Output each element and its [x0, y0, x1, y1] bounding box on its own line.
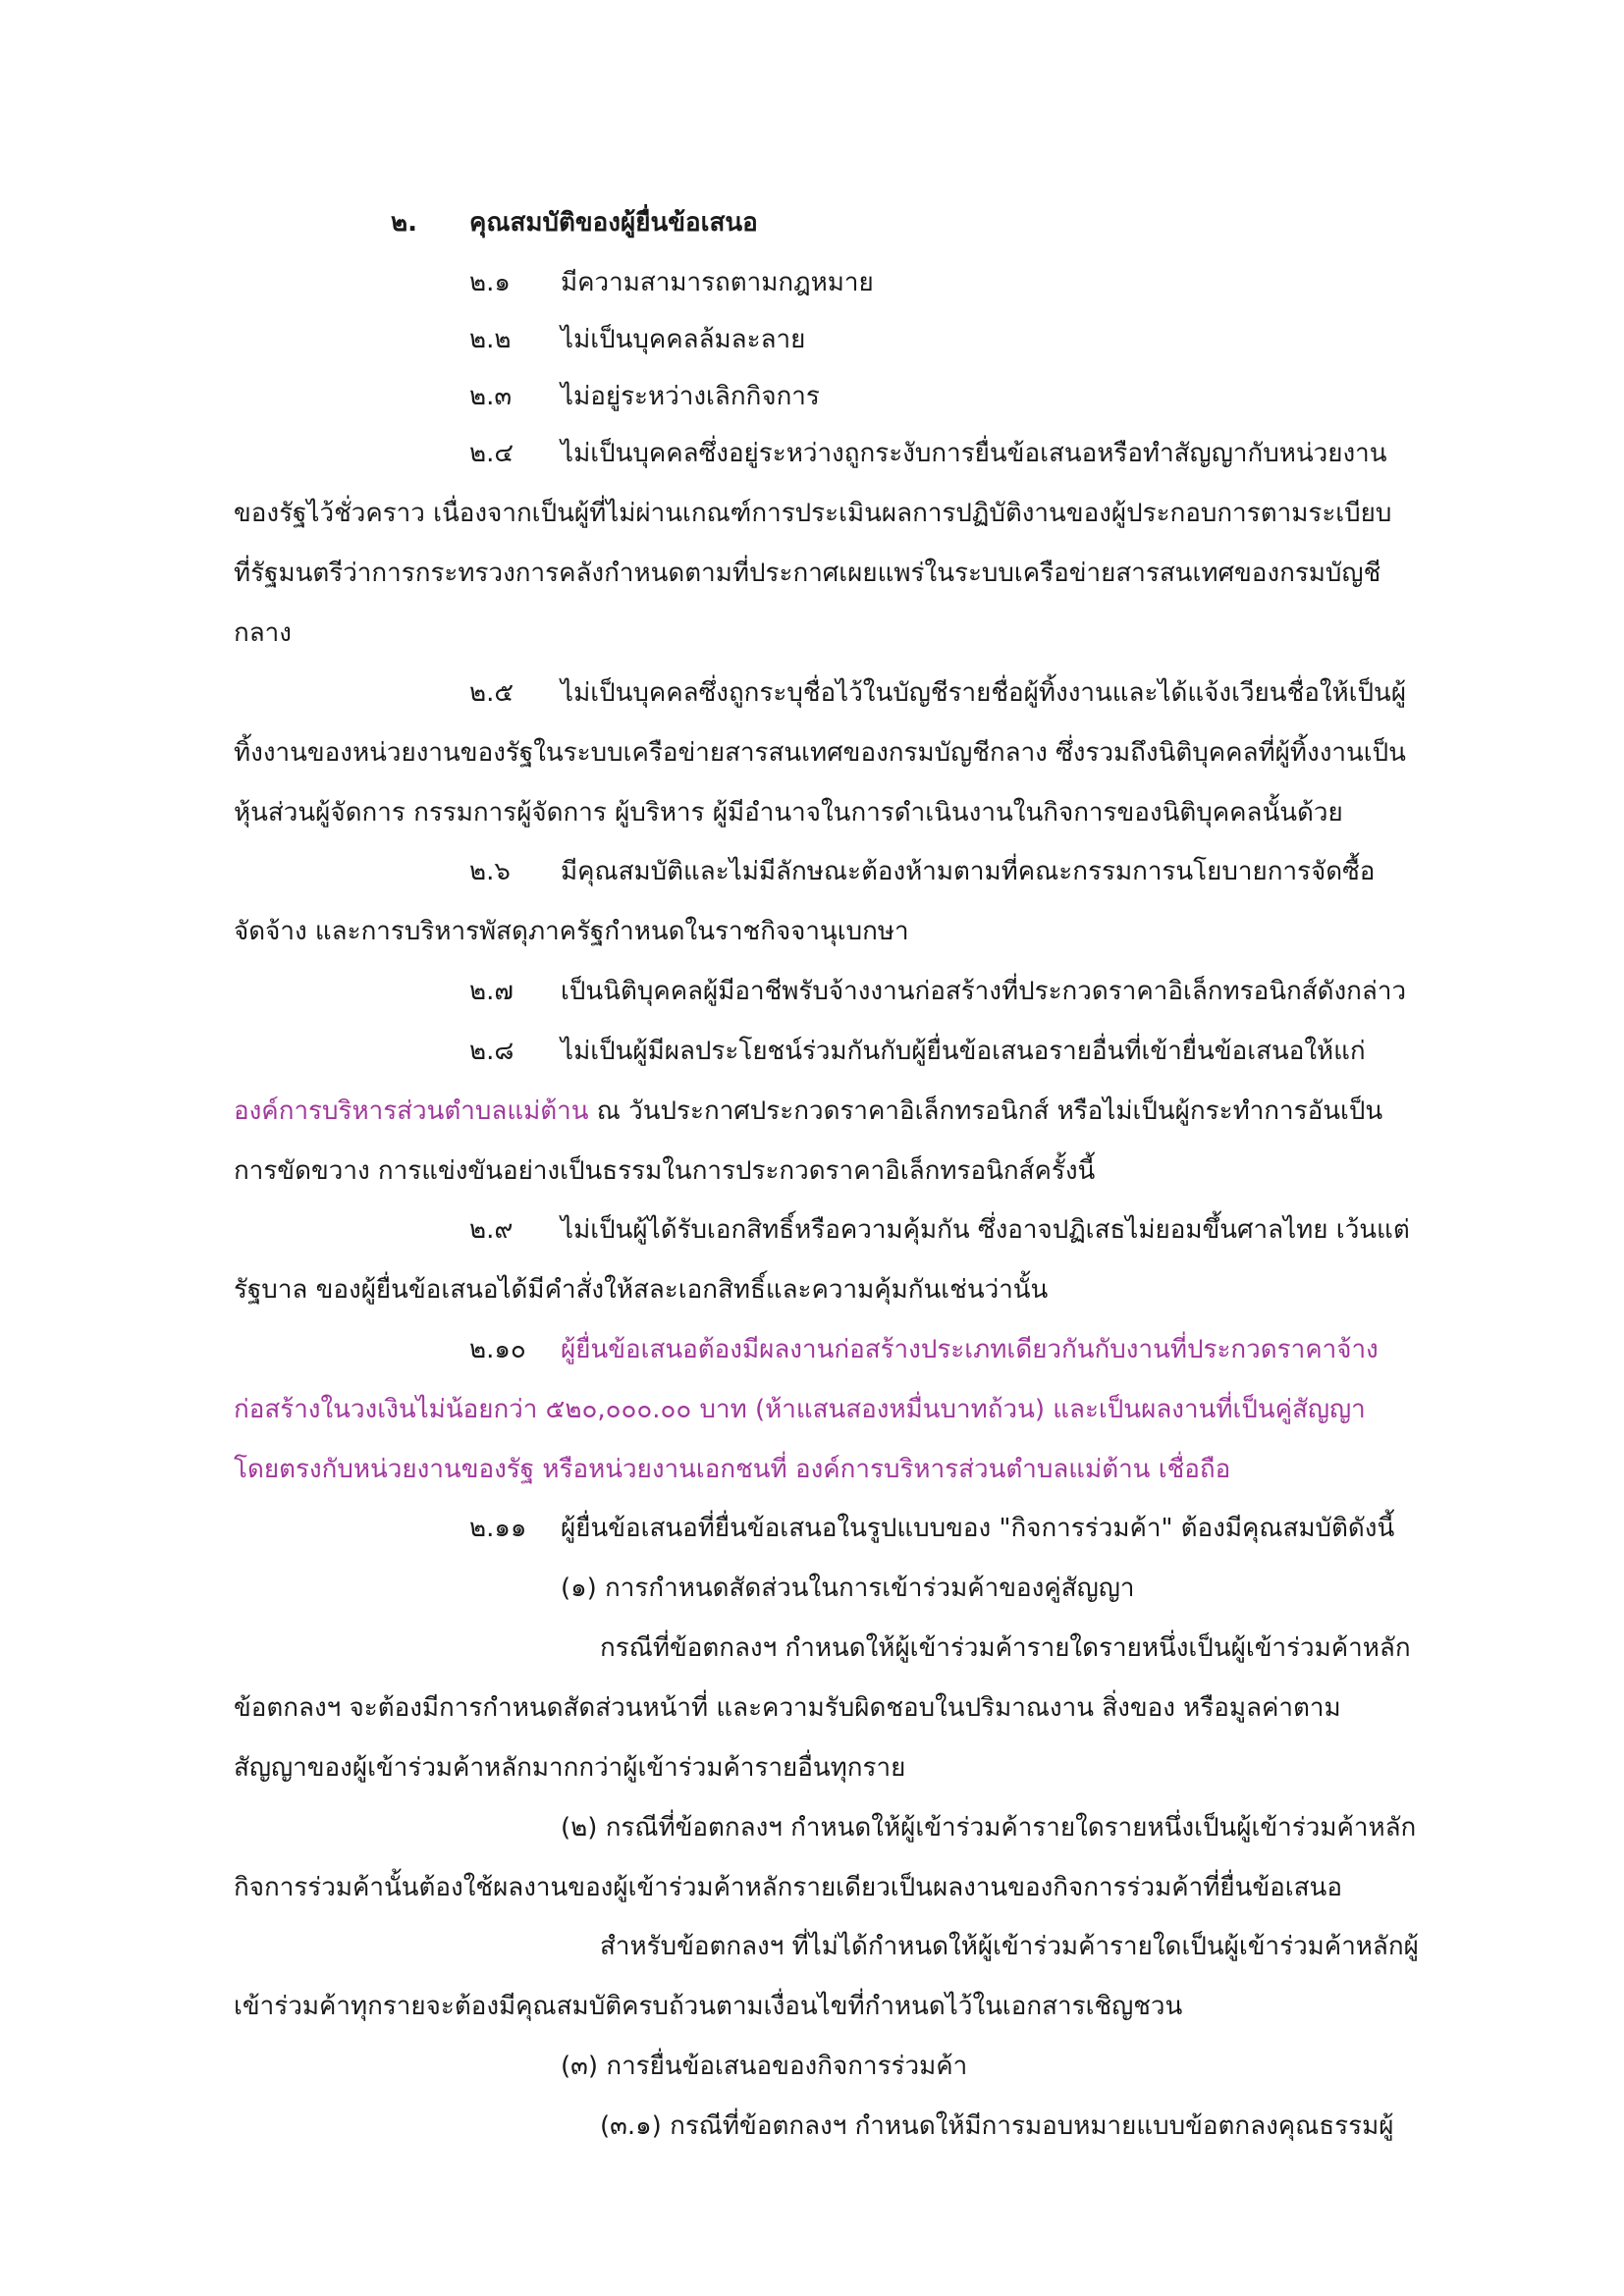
item-text-highlight: ผู้ยื่นข้อเสนอต้องมีผลงานก่อสร้างประเภทเดียวกันกับงานที่ประกวดราคาจ้าง	[561, 1335, 1379, 1364]
item-number: ๒.๕	[469, 678, 514, 708]
item-text: ไม่เป็นผู้มีผลประโยชน์ร่วมกันกับผู้ยื่นข้อเสนอรายอื่นที่เข้ายื่นข้อเสนอให้แก่	[561, 1037, 1366, 1066]
item-text: ของรัฐไว้ชั่วคราว เนื่องจากเป็นผู้ที่ไม่ผ่านเกณฑ์การประเมินผลการปฏิบัติงานของผู้ประกอบการตามระเบียบ	[234, 499, 1392, 528]
item-number: ๒.๑	[469, 268, 511, 297]
item-text: หุ้นส่วนผู้จัดการ กรรมการผู้จัดการ ผู้บริหาร ผู้มีอำนาจในการดำเนินงานในกิจการของนิติบุคคลนั้นด้วย	[234, 798, 1343, 828]
item-text: ไม่เป็นบุคคลซึ่งอยู่ระหว่างถูกระงับการยื่นข้อเสนอหรือทำสัญญากับหน่วยงาน	[561, 439, 1387, 468]
item-text: มีความสามารถตามกฎหมาย	[561, 268, 874, 297]
item-text: จัดจ้าง และการบริหารพัสดุภาครัฐกำหนดในราชกิจจานุเบกษา	[234, 917, 909, 946]
subitem-text: สำหรับข้อตกลงฯ ที่ไม่ได้กำหนดให้ผู้เข้าร่วมค้ารายใดเป็นผู้เข้าร่วมค้าหลักผู้	[600, 1932, 1419, 1961]
subitem-text: กิจการร่วมค้านั้นต้องใช้ผลงานของผู้เข้าร่วมค้าหลักรายเดียวเป็นผลงานของกิจการร่วมค้าที่ยื่นข้อเสนอ	[234, 1873, 1342, 1902]
item-text: ไม่เป็นผู้ได้รับเอกสิทธิ์หรือความคุ้มกัน ซึ่งอาจปฏิเสธไม่ยอมขึ้นศาลไทย เว้นแต่	[561, 1215, 1410, 1245]
item-number: ๒.๙	[469, 1215, 514, 1245]
item-number: ๒.๑๐	[469, 1335, 526, 1364]
item-number: ๒.๓	[469, 382, 513, 411]
agency-name-highlight: องค์การบริหารส่วนตำบลแม่ต้าน	[234, 1096, 589, 1126]
subitem-title: (๑) การกำหนดสัดส่วนในการเข้าร่วมค้าของคู่สัญญา	[561, 1574, 1135, 1603]
item-number: ๒.๑๑	[469, 1514, 527, 1543]
item-text: ไม่อยู่ระหว่างเลิกกิจการ	[561, 382, 820, 411]
item-number: ๒.๔	[469, 439, 514, 468]
item-text: เป็นนิติบุคคลผู้มีอาชีพรับจ้างงานก่อสร้างที่ประกวดราคาอิเล็กทรอนิกส์ดังกล่าว	[561, 977, 1407, 1006]
item-text: ณ วันประกาศประกวดราคาอิเล็กทรอนิกส์ หรือไม่เป็นผู้กระทำการอันเป็น	[588, 1096, 1383, 1126]
item-text-line	[234, 1092, 1382, 1131]
subitem-text: เข้าร่วมค้าทุกรายจะต้องมีคุณสมบัติครบถ้วนตามเงื่อนไขที่กำหนดไว้ในเอกสารเชิญชวน	[234, 1992, 1183, 2021]
subitem-text: (๓.๑) กรณีที่ข้อตกลงฯ กำหนดให้มีการมอบหมายแบบข้อตกลงคุณธรรมผู้	[600, 2111, 1394, 2141]
item-number: ๒.๒	[469, 325, 512, 354]
subitem-text: สัญญาของผู้เข้าร่วมค้าหลักมากกว่าผู้เข้าร่วมค้ารายอื่นทุกราย	[234, 1753, 906, 1783]
item-text: ไม่เป็นบุคคลซึ่งถูกระบุชื่อไว้ในบัญชีรายชื่อผู้ทิ้งงานและได้แจ้งเวียนชื่อให้เป็นผู้	[561, 678, 1407, 708]
item-number: ๒.๗	[469, 977, 514, 1006]
subitem-text: กรณีที่ข้อตกลงฯ กำหนดให้ผู้เข้าร่วมค้ารายใดรายหนึ่งเป็นผู้เข้าร่วมค้าหลัก	[600, 1633, 1411, 1663]
section-number: ๒.	[391, 208, 418, 238]
item-text-highlight: ก่อสร้างในวงเงินไม่น้อยกว่า ๕๒๐,๐๐๐.๐๐ บาท (ห้าแสนสองหมื่นบาทถ้วน) และเป็นผลงานที่เป็นคู่สัญญา	[234, 1395, 1366, 1424]
item-text: ทิ้งงานของหน่วยงานของรัฐในระบบเครือข่ายสารสนเทศของกรมบัญชีกลาง ซึ่งรวมถึงนิติบุคคลที่ผู้ทิ้งงานเป็น	[234, 738, 1406, 768]
item-text: กลาง	[234, 618, 292, 648]
subitem-text: ข้อตกลงฯ จะต้องมีการกำหนดสัดส่วนหน้าที่ และความรับผิดชอบในปริมาณงาน สิ่งของ หรือมูลค่าตาม	[234, 1693, 1341, 1723]
item-text: ผู้ยื่นข้อเสนอที่ยื่นข้อเสนอในรูปแบบของ "กิจการร่วมค้า" ต้องมีคุณสมบัติดังนี้	[561, 1514, 1395, 1543]
subitem-title: (๓) การยื่นข้อเสนอของกิจการร่วมค้า	[561, 2052, 968, 2081]
item-text: มีคุณสมบัติและไม่มีลักษณะต้องห้ามตามที่คณะกรรมการนโยบายการจัดซื้อ	[561, 857, 1376, 886]
item-text: การขัดขวาง การแข่งขันอย่างเป็นธรรมในการประกวดราคาอิเล็กทรอนิกส์ครั้งนี้	[234, 1156, 1096, 1186]
item-text-highlight: โดยตรงกับหน่วยงานของรัฐ หรือหน่วยงานเอกชนที่ องค์การบริหารส่วนตำบลแม่ต้าน เชื่อถือ	[234, 1455, 1231, 1484]
section-title: คุณสมบัติของผู้ยื่นข้อเสนอ	[469, 208, 758, 238]
item-text: รัฐบาล ของผู้ยื่นข้อเสนอได้มีคำสั่งให้สละเอกสิทธิ์และความคุ้มกันเช่นว่านั้น	[234, 1275, 1049, 1305]
subitem-text: (๒) กรณีที่ข้อตกลงฯ กำหนดให้ผู้เข้าร่วมค้ารายใดรายหนึ่งเป็นผู้เข้าร่วมค้าหลัก	[561, 1813, 1417, 1842]
item-text: ที่รัฐมนตรีว่าการกระทรวงการคลังกำหนดตามที่ประกาศเผยแพร่ในระบบเครือข่ายสารสนเทศของกรมบัญชี	[234, 559, 1381, 588]
item-text: ไม่เป็นบุคคลล้มละลาย	[561, 325, 806, 354]
item-number: ๒.๖	[469, 857, 511, 886]
item-number: ๒.๘	[469, 1037, 514, 1066]
